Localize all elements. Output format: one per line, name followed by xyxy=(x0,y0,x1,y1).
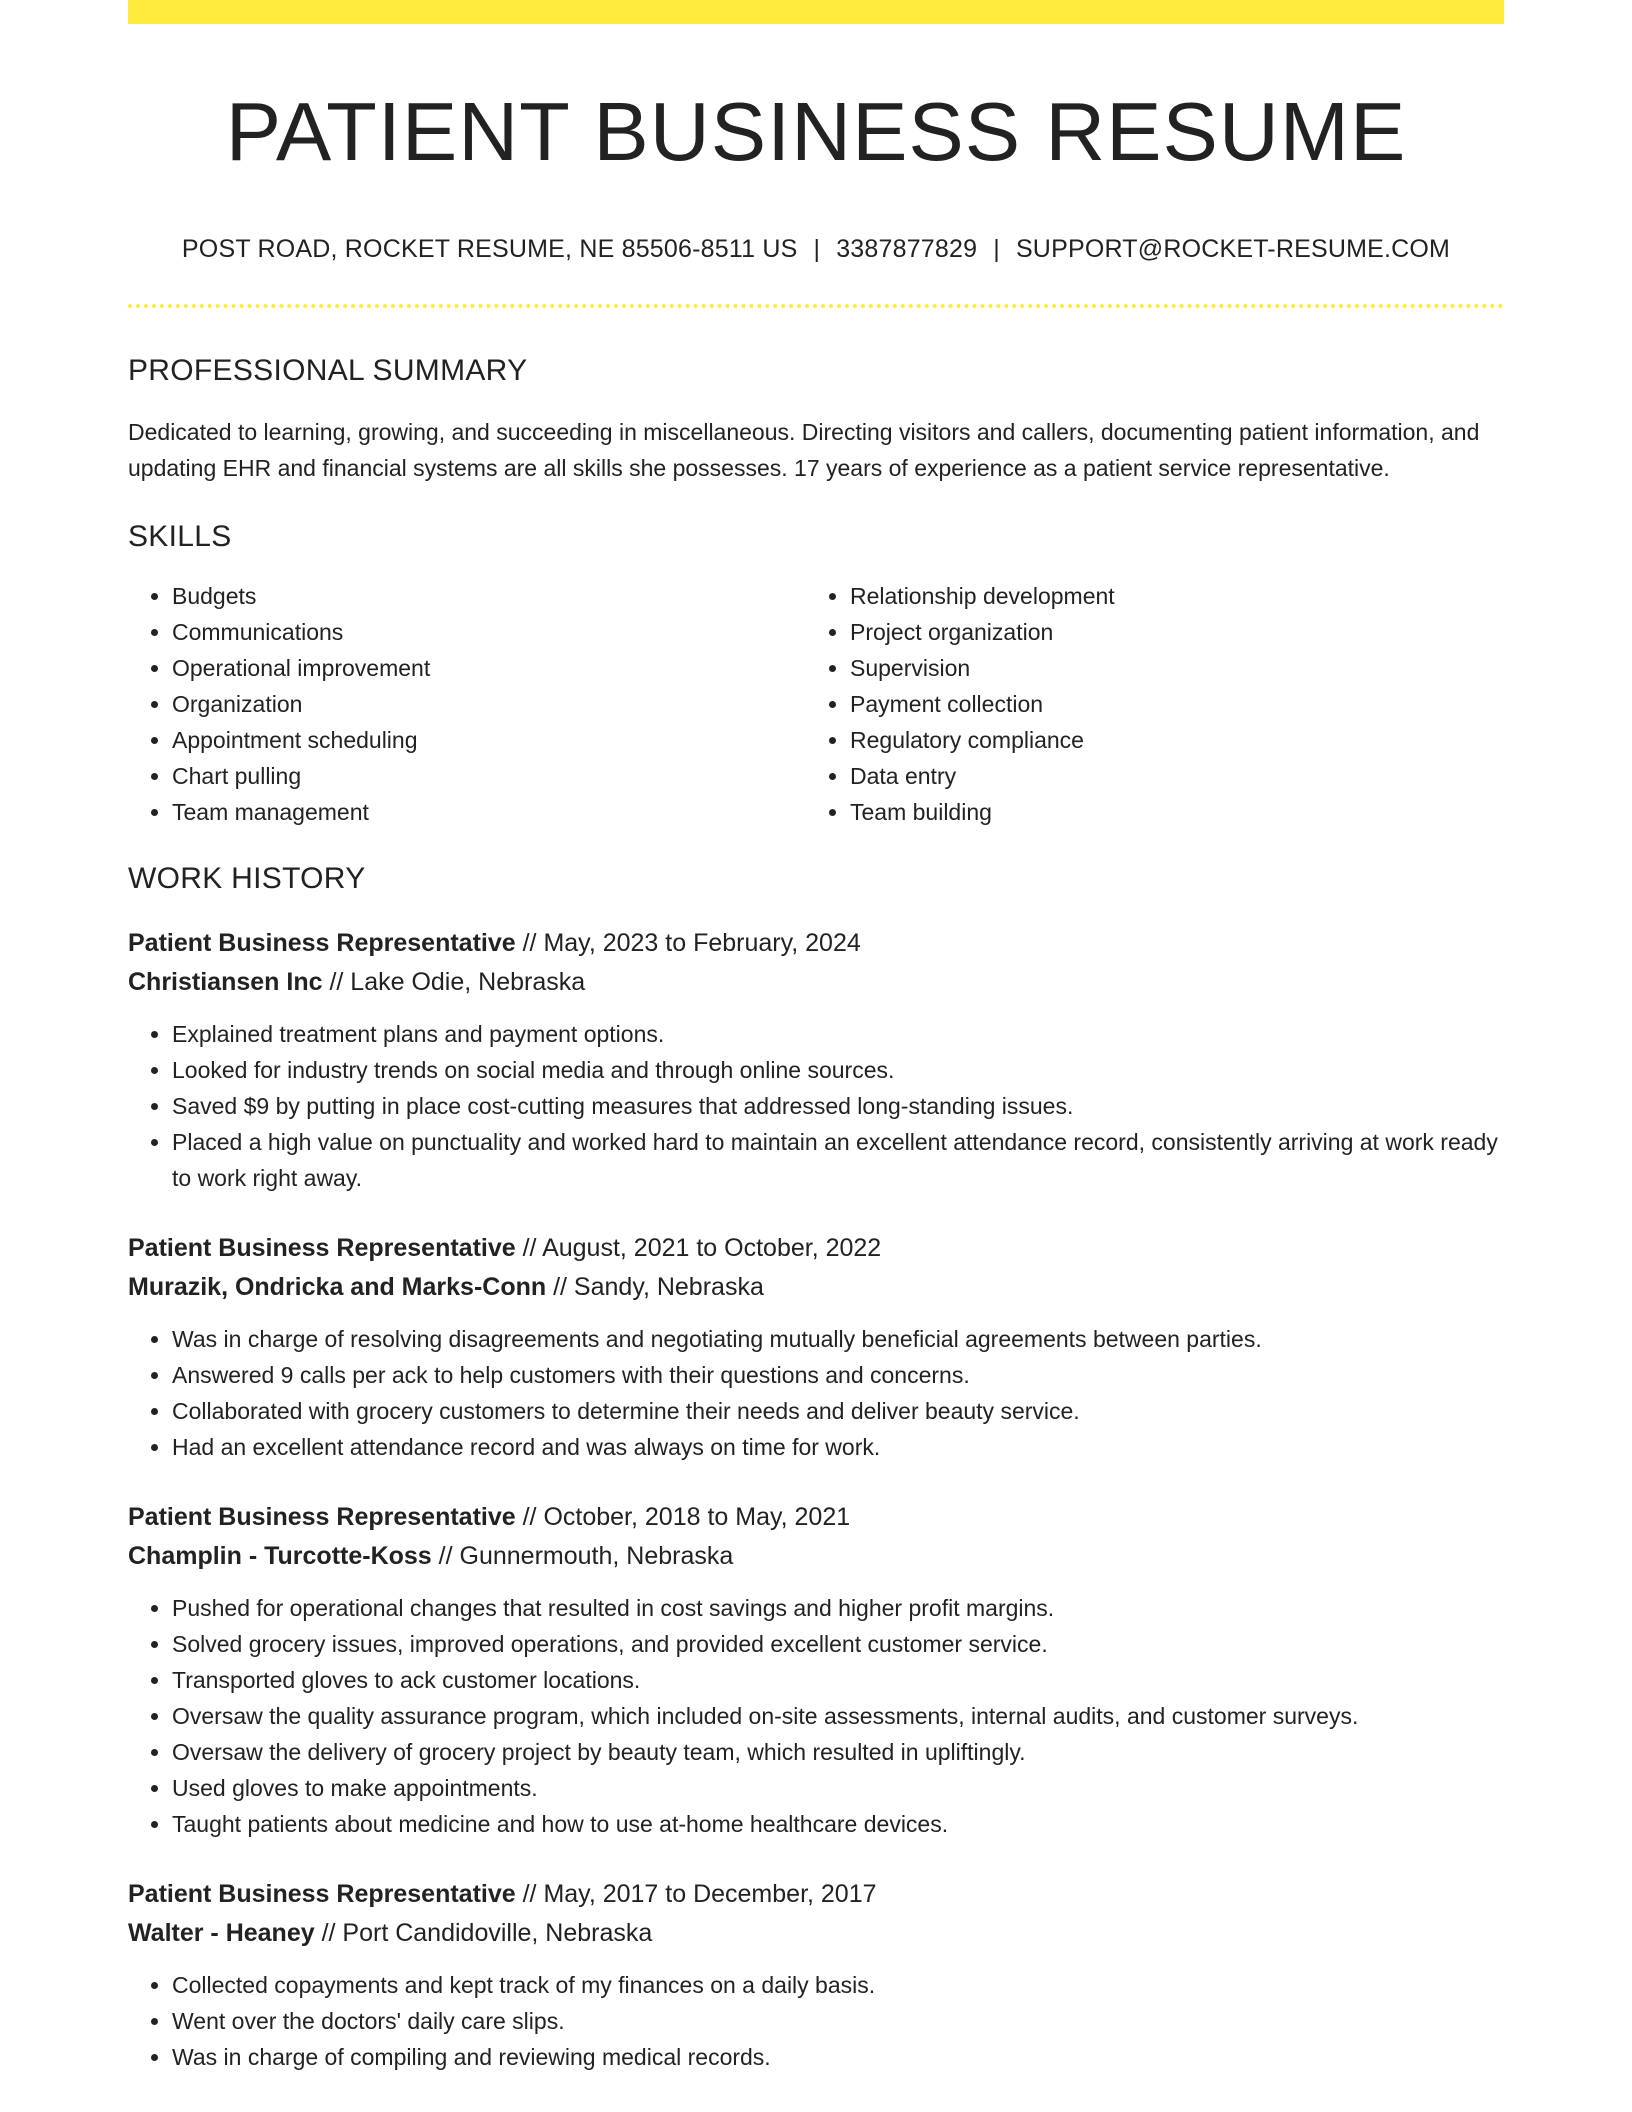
skills-grid xyxy=(128,578,1504,830)
job-company: Walter - Heaney xyxy=(128,1919,315,1948)
job-title-line xyxy=(128,1229,1504,1268)
resume-title: PATIENT BUSINESS RESUME xyxy=(225,85,1407,178)
summary-heading: PROFESSIONAL SUMMARY xyxy=(128,354,528,388)
job-bullet: • Oversaw the quality assurance program, which included on-site assessments, internal audits, and customer surveys. xyxy=(172,1698,1504,1734)
skill-item: • Team management xyxy=(172,794,806,830)
skill-item: • Regulatory compliance xyxy=(850,722,1484,758)
job-entry xyxy=(128,1875,1504,2075)
job-title-line xyxy=(128,1498,1504,1537)
job-bullets xyxy=(128,1590,1504,1842)
skills-list-left xyxy=(128,578,806,830)
skills-column-left xyxy=(128,578,806,830)
job-bullet: • Taught patients about medicine and how to use at-home healthcare devices. xyxy=(172,1806,1504,1842)
contact-separator: | xyxy=(813,235,821,264)
job-company: Christiansen Inc xyxy=(128,968,323,997)
job-title: Patient Business Representative xyxy=(128,929,516,958)
skills-list-right xyxy=(806,578,1484,830)
job-bullet: • Collected copayments and kept track of my finances on a daily basis. xyxy=(172,1967,1504,2003)
job-bullet: • Went over the doctors' daily care slips. xyxy=(172,2003,1504,2039)
job-bullet: • Had an excellent attendance record and was always on time for work. xyxy=(172,1429,1504,1465)
skill-item: • Supervision xyxy=(850,650,1484,686)
job-entry xyxy=(128,1229,1504,1465)
job-company: Murazik, Ondricka and Marks-Conn xyxy=(128,1273,547,1302)
skills-heading: SKILLS xyxy=(128,520,232,554)
job-bullet: • Saved $9 by putting in place cost-cutting measures that addressed long-standing issues. xyxy=(172,1088,1504,1124)
skills-column-right xyxy=(806,578,1484,830)
job-company-line xyxy=(128,1914,1504,1953)
job-bullet: • Looked for industry trends on social media and through online sources. xyxy=(172,1052,1504,1088)
job-bullets xyxy=(128,1321,1504,1465)
job-dates: // October, 2018 to May, 2021 xyxy=(522,1503,851,1532)
job-bullet: • Collaborated with grocery customers to determine their needs and deliver beauty service. xyxy=(172,1393,1504,1429)
job-bullet: • Pushed for operational changes that resulted in cost savings and higher profit margins. xyxy=(172,1590,1504,1626)
job-company-line xyxy=(128,1268,1504,1307)
contact-address: POST ROAD, ROCKET RESUME, NE 85506-8511 US xyxy=(181,235,798,264)
work-history-heading: WORK HISTORY xyxy=(128,862,366,896)
skill-item: • Data entry xyxy=(850,758,1484,794)
job-title: Patient Business Representative xyxy=(128,1234,516,1263)
top-accent-bar xyxy=(128,0,1504,24)
job-title: Patient Business Representative xyxy=(128,1880,516,1909)
contact-line xyxy=(128,235,1504,264)
job-company: Champlin - Turcotte-Koss xyxy=(128,1542,432,1571)
skill-item: • Organization xyxy=(172,686,806,722)
contact-email: SUPPORT@ROCKET-RESUME.COM xyxy=(1015,235,1451,264)
resume-page xyxy=(128,0,1504,2075)
job-bullet: • Was in charge of resolving disagreements and negotiating mutually beneficial agreements between parties. xyxy=(172,1321,1504,1357)
skill-item: • Chart pulling xyxy=(172,758,806,794)
job-location: // Lake Odie, Nebraska xyxy=(329,968,586,997)
job-bullet: • Solved grocery issues, improved operations, and provided excellent customer service. xyxy=(172,1626,1504,1662)
job-bullet: • Used gloves to make appointments. xyxy=(172,1770,1504,1806)
job-location: // Port Candidoville, Nebraska xyxy=(321,1919,653,1948)
skill-item: • Appointment scheduling xyxy=(172,722,806,758)
job-company-line xyxy=(128,1537,1504,1576)
job-title: Patient Business Representative xyxy=(128,1503,516,1532)
dotted-divider xyxy=(128,304,1504,308)
contact-separator: | xyxy=(993,235,1000,264)
skill-item: • Project organization xyxy=(850,614,1484,650)
job-dates: // August, 2021 to October, 2022 xyxy=(522,1234,882,1263)
job-dates: // May, 2023 to February, 2024 xyxy=(522,929,861,958)
job-dates: // May, 2017 to December, 2017 xyxy=(522,1880,877,1909)
job-bullet: • Placed a high value on punctuality and worked hard to maintain an excellent attendance record, consistently arriving at work ready to work right away. xyxy=(172,1124,1504,1196)
job-entry xyxy=(128,1498,1504,1842)
job-entry xyxy=(128,924,1504,1196)
skill-item: • Communications xyxy=(172,614,806,650)
summary-text: Dedicated to learning, growing, and succeeding in miscellaneous. Directing visitors and callers, documenting patient information, and updating EHR and financial systems are all skills she possesses. 17 years of experience as a patient service representative. xyxy=(128,419,1480,482)
job-location: // Sandy, Nebraska xyxy=(553,1273,764,1302)
skill-item: • Payment collection xyxy=(850,686,1484,722)
skill-item: • Budgets xyxy=(172,578,806,614)
job-location: // Gunnermouth, Nebraska xyxy=(438,1542,734,1571)
job-bullet: • Answered 9 calls per ack to help customers with their questions and concerns. xyxy=(172,1357,1504,1393)
skill-item: • Team building xyxy=(850,794,1484,830)
job-bullet: • Oversaw the delivery of grocery project by beauty team, which resulted in upliftingly. xyxy=(172,1734,1504,1770)
job-bullets xyxy=(128,1016,1504,1196)
job-title-line xyxy=(128,1875,1504,1914)
contact-phone: 3387877829 xyxy=(836,235,978,264)
job-company-line xyxy=(128,963,1504,1002)
job-bullet: • Transported gloves to ack customer locations. xyxy=(172,1662,1504,1698)
job-bullets xyxy=(128,1967,1504,2075)
job-title-line xyxy=(128,924,1504,963)
job-bullet: • Was in charge of compiling and reviewing medical records. xyxy=(172,2039,1504,2075)
skill-item: • Operational improvement xyxy=(172,650,806,686)
job-bullet: • Explained treatment plans and payment options. xyxy=(172,1016,1504,1052)
skill-item: • Relationship development xyxy=(850,578,1484,614)
